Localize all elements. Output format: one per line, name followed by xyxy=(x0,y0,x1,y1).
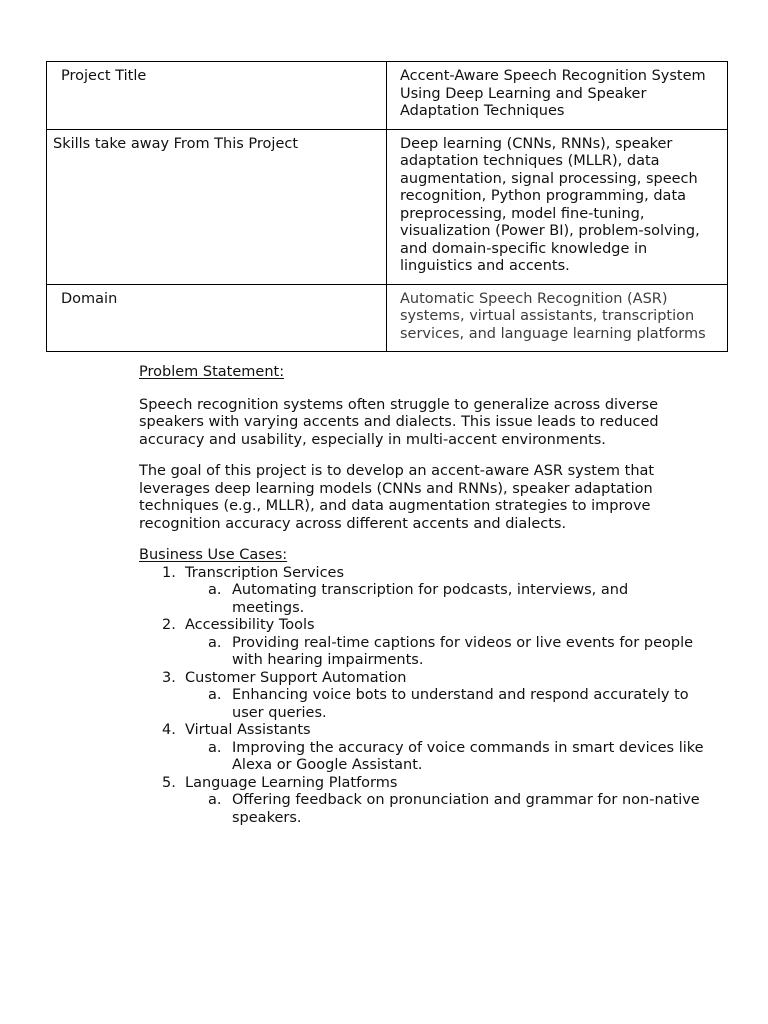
list-item-number: 1. xyxy=(162,564,176,581)
project-title-value: Accent-Aware Speech Recognition System Using Deep Learning and Speaker Adaptation Techniques xyxy=(387,62,728,130)
sub-list-item xyxy=(185,635,714,670)
list-item-title: Customer Support Automation xyxy=(185,669,407,686)
domain-label: Domain xyxy=(47,284,387,352)
list-item xyxy=(139,670,714,723)
project-title-label: Project Title xyxy=(47,62,387,130)
skills-value: Deep learning (CNNs, RNNs), speaker adaptation techniques (MLLR), data augmentation, signal processing, speech recognition, Python programming, data preprocessing, model fine-tuning, visualization (Power BI), problem-solving, and domain-specific knowledge in linguistics and accents. xyxy=(387,129,728,284)
sub-list-text: Providing real-time captions for videos or live events for people with hearing impairments. xyxy=(232,634,694,668)
table-row xyxy=(47,284,728,352)
sub-list xyxy=(185,740,714,775)
sub-list xyxy=(185,582,714,617)
document-body xyxy=(139,364,714,827)
sub-list-letter: a. xyxy=(208,634,222,651)
sub-list-text: Offering feedback on pronunciation and grammar for non-native speakers. xyxy=(232,792,700,826)
list-item-title: Virtual Assistants xyxy=(185,722,311,738)
list-item xyxy=(139,617,714,670)
sub-list-letter: a. xyxy=(208,792,222,808)
domain-value: Automatic Speech Recognition (ASR) systems, virtual assistants, transcription services, and language learning platforms xyxy=(387,284,728,352)
project-info-table xyxy=(46,61,728,352)
list-item-title: Language Learning Platforms xyxy=(185,774,398,791)
list-item-title: Transcription Services xyxy=(185,564,345,581)
table-row xyxy=(47,129,728,284)
sub-list-item xyxy=(185,582,714,617)
sub-list xyxy=(185,635,714,670)
skills-label: Skills take away From This Project xyxy=(47,129,387,284)
list-item-title: Accessibility Tools xyxy=(185,617,315,633)
list-item-number: 3. xyxy=(162,669,176,686)
list-item-number: 2. xyxy=(162,617,176,633)
sub-list-item xyxy=(185,740,714,775)
sub-list-item xyxy=(185,792,714,827)
list-item xyxy=(139,565,714,618)
business-use-cases-heading: Business Use Cases: xyxy=(139,547,288,563)
sub-list-text: Improving the accuracy of voice commands in smart devices like Alexa or Google Assistant. xyxy=(232,739,704,773)
sub-list-text: Automating transcription for podcasts, interviews, and meetings. xyxy=(232,582,629,616)
sub-list-letter: a. xyxy=(208,739,222,756)
problem-statement-paragraph: Speech recognition systems often struggle to generalize across diverse speakers with varying accents and dialects. This issue leads to reduced accuracy and usability, especially in multi-accent environments. xyxy=(139,396,659,448)
sub-list-text: Enhancing voice bots to understand and respond accurately to user queries. xyxy=(232,687,689,721)
sub-list-letter: a. xyxy=(208,582,222,598)
sub-list xyxy=(185,792,714,827)
problem-statement-heading: Problem Statement: xyxy=(139,364,285,380)
list-item-number: 4. xyxy=(162,722,176,738)
business-use-cases-list xyxy=(139,565,714,828)
list-item xyxy=(139,775,714,828)
list-item xyxy=(139,722,714,775)
sub-list xyxy=(185,687,714,722)
list-item-number: 5. xyxy=(162,774,176,791)
project-goal-paragraph: The goal of this project is to develop an accent-aware ASR system that leverages deep learning models (CNNs and RNNs), speaker adaptation techniques (e.g., MLLR), and data augmentation strategies to improve recognition accuracy across different accents and dialects. xyxy=(139,463,655,532)
sub-list-item xyxy=(185,687,714,722)
sub-list-letter: a. xyxy=(208,687,222,703)
table-row xyxy=(47,62,728,130)
